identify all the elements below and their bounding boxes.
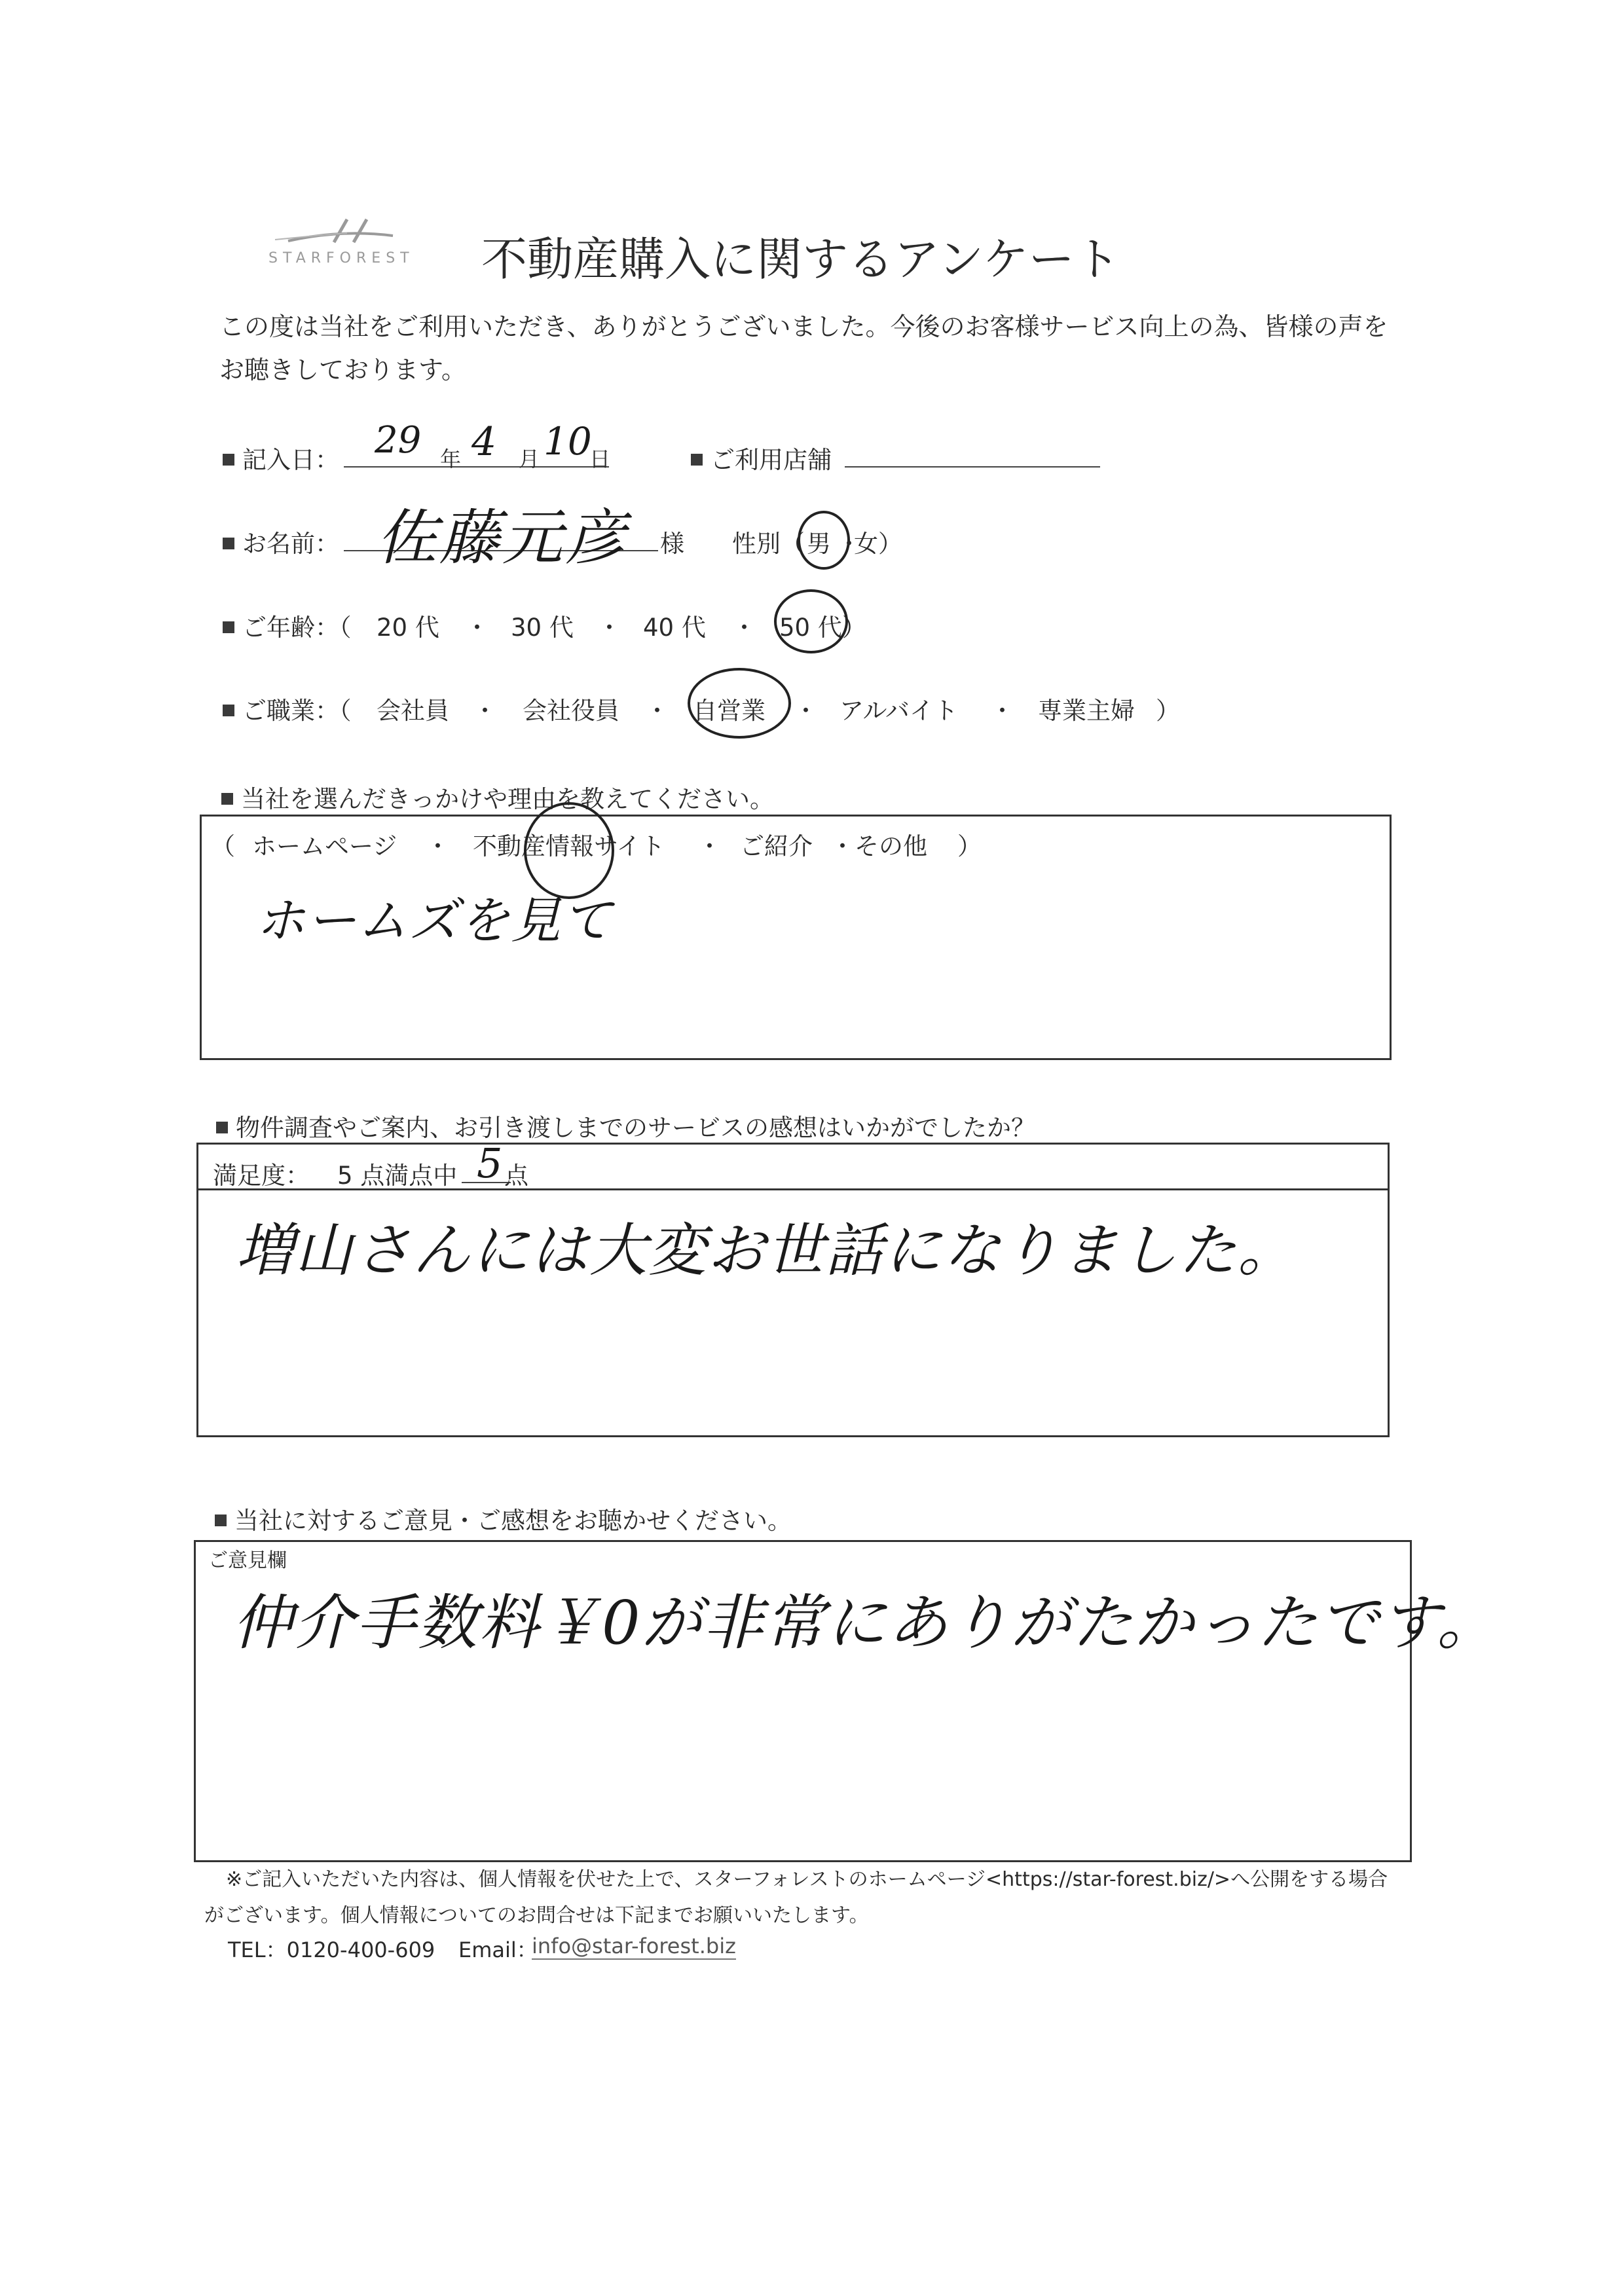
page-title: 不動産購入に関するアンケート: [481, 232, 1120, 286]
date-underline: [344, 466, 609, 468]
job-separator: ・: [645, 697, 669, 725]
age-option-40[interactable]: 40 代: [643, 614, 706, 642]
q2-score-label: 満足度：: [213, 1162, 310, 1190]
store-underline: [845, 466, 1100, 468]
name-suffix: 様: [660, 530, 684, 558]
name-field: [223, 524, 339, 559]
name-value: 佐藤元彦: [377, 503, 629, 573]
name-label: お名前：: [242, 530, 339, 558]
q3-box-label: ご意見欄: [208, 1549, 287, 1572]
q1-open-paren: （: [211, 832, 235, 860]
gender-separator: ・: [837, 530, 861, 558]
q3-answer-text: 仲介手数料￥0が非常にありがたかったです。: [232, 1588, 1499, 1658]
q1-option-other[interactable]: ・その他: [830, 832, 927, 860]
q3-heading: 当社に対するご意見・ご感想をお聴かせください。: [215, 1501, 792, 1536]
footer-email-link[interactable]: info@star-forest.biz: [532, 1934, 736, 1958]
age-option-30[interactable]: 30 代: [511, 614, 574, 642]
bullet-square-icon: [691, 454, 703, 466]
age-option-50[interactable]: 50 代）: [779, 614, 866, 642]
age-separator: ・: [597, 614, 621, 642]
q1-answer-text: ホームズを見て: [255, 891, 613, 949]
job-option-employee[interactable]: 会社員: [377, 697, 449, 725]
age-option-20[interactable]: 20 代: [377, 614, 439, 642]
bullet-square-icon: [221, 793, 233, 805]
q2-score-value: 5: [477, 1139, 503, 1187]
footer-note-line-1: ※ご記入いただいた内容は、個人情報を伏せた上で、スターフォレストのホームページ<https://star-forest.biz/>へ公開をする場合: [226, 1868, 1388, 1891]
bullet-square-icon: [223, 705, 234, 716]
date-year-value: 29: [375, 419, 422, 462]
job-separator: ・: [794, 697, 818, 725]
date-month-value: 4: [471, 419, 497, 465]
date-field: [223, 440, 339, 475]
q1-option-portal-site[interactable]: 不動産情報サイト: [473, 832, 665, 860]
intro-line-2: お聴きしております。: [219, 356, 466, 384]
q1-close-paren: ）: [957, 832, 982, 860]
job-separator: ・: [473, 697, 497, 725]
gender-female: 女）: [854, 530, 902, 558]
footer-tel: TEL：0120-400-609: [228, 1937, 435, 1962]
bullet-square-icon: [223, 454, 234, 466]
job-option-homemaker[interactable]: 専業主婦: [1038, 697, 1135, 725]
footer-note-line-2: がございます。個人情報についてのお問合せは下記までお願いいたします。: [204, 1904, 869, 1927]
job-self-employed-circle: [688, 668, 791, 739]
age-separator: ・: [732, 614, 756, 642]
logo-text: STARFOREST: [268, 250, 415, 266]
age-separator: ・: [465, 614, 489, 642]
date-day-unit: 日: [589, 447, 611, 471]
job-separator: ・: [990, 697, 1014, 725]
store-field: [691, 440, 832, 475]
bullet-square-icon: [216, 1122, 228, 1133]
age-label: ご年齢：（: [242, 614, 352, 642]
q2-score-text: 5 点満点中: [337, 1162, 458, 1190]
job-option-part-time[interactable]: アルバイト: [840, 697, 958, 725]
q1-separator: ・: [426, 832, 450, 860]
q2-score-underline: [462, 1182, 511, 1183]
q1-option-homepage[interactable]: ホームページ: [252, 832, 397, 860]
q1-option-referral[interactable]: ご紹介: [740, 832, 813, 860]
age-field: [223, 608, 352, 643]
footer-email-label: Email：: [458, 1937, 538, 1962]
date-day-value: 10: [544, 419, 592, 464]
brand-logo: [262, 210, 432, 275]
logo-mark-icon: [262, 210, 432, 249]
date-year-unit: 年: [440, 447, 462, 471]
job-option-executive[interactable]: 会社役員: [523, 697, 619, 725]
bullet-square-icon: [223, 538, 234, 549]
date-month-unit: 月: [519, 447, 540, 471]
q2-answer-text: 増山さんには大変お世話になりました。: [236, 1217, 1297, 1284]
q1-separator: ・: [697, 832, 722, 860]
job-label: ご職業：（: [242, 697, 352, 725]
intro-line-1: この度は当社をご利用いただき、ありがとうございました。今後のお客様サービス向上の為、皆様の声を: [219, 312, 1388, 341]
job-close-paren: ）: [1156, 697, 1180, 725]
bullet-square-icon: [223, 621, 234, 633]
bullet-square-icon: [215, 1515, 227, 1526]
age-50-circle: [774, 589, 848, 653]
job-option-self-employed[interactable]: 自営業: [693, 697, 766, 725]
store-label: ご利用店舗: [710, 446, 832, 474]
q1-heading: 当社を選んだきっかけや理由を教えてください。: [221, 779, 774, 815]
gender-male: 男: [807, 530, 831, 558]
q2-score-unit: 点: [504, 1162, 528, 1190]
q2-heading: 物件調査やご案内、お引き渡しまでのサービスの感想はいかがでしたか？: [216, 1108, 1035, 1143]
job-field: [223, 691, 352, 726]
date-label: 記入日：: [242, 446, 339, 474]
gender-label: 性別（: [732, 530, 805, 558]
